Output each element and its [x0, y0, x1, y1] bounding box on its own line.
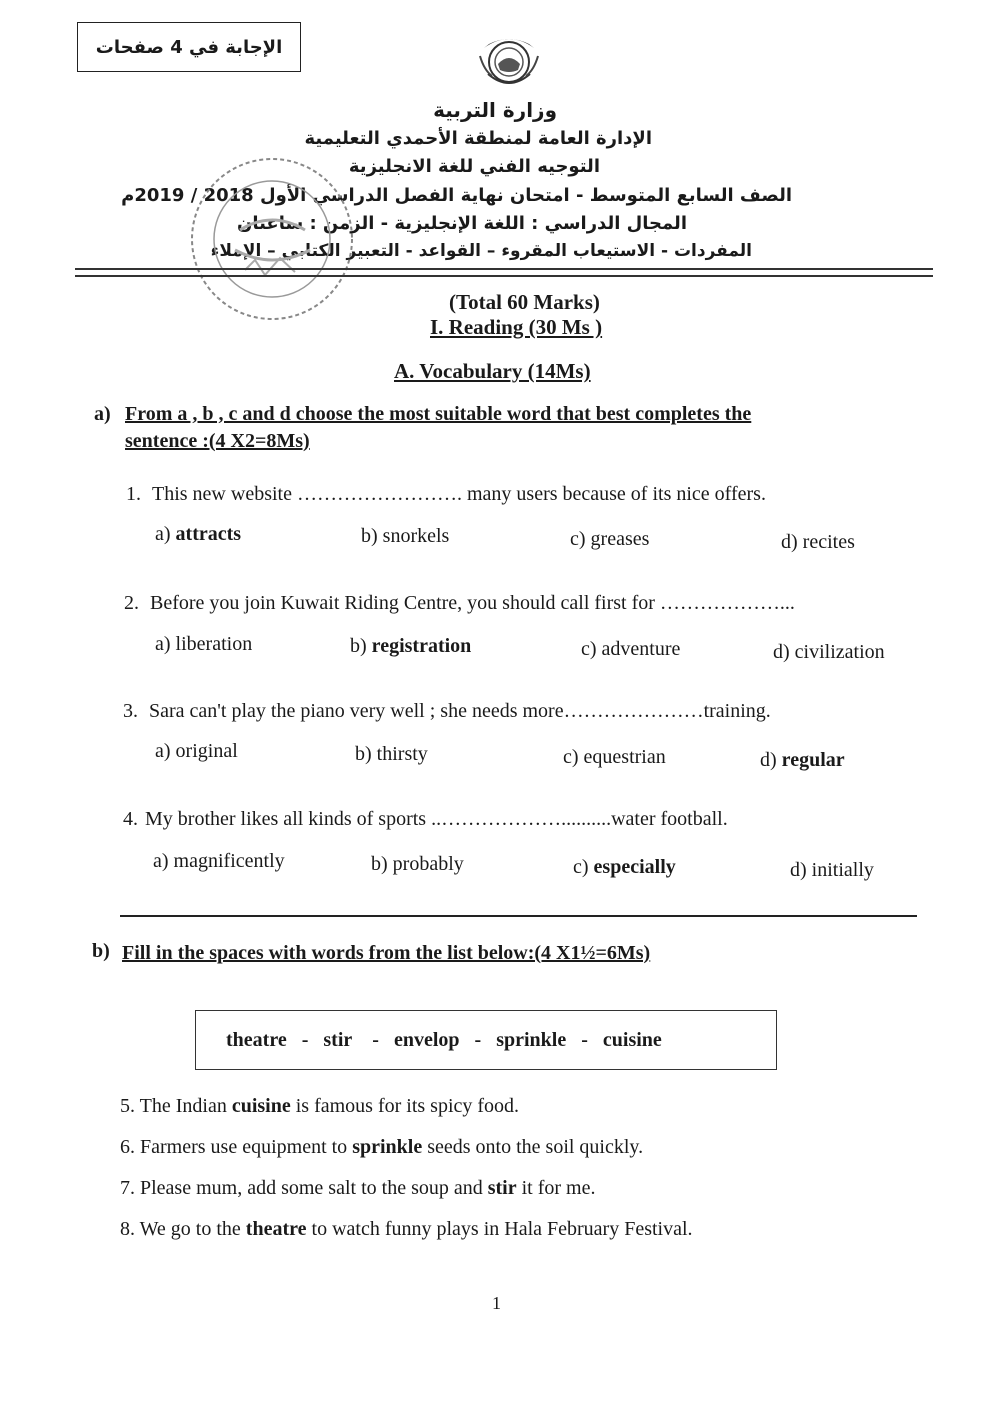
question-3 [123, 700, 771, 723]
part-b-label: b) [92, 940, 110, 962]
correct-answer: attracts [175, 523, 242, 545]
filled-answer: sprinkle [352, 1136, 423, 1158]
exam-title: الصف السابع المتوسط - امتحان نهاية الفصل الدراسي الأول 2018 / 2019م [121, 185, 792, 206]
correct-answer: regular [781, 749, 845, 771]
question-1 [126, 483, 766, 506]
q1-option-d: d) recites [781, 531, 855, 553]
school-stamp-icon [185, 150, 360, 328]
q1-option-b: b) snorkels [361, 525, 450, 547]
sentence-7: 7. Please mum, add some salt to the soup and stir it for me. [120, 1177, 596, 1199]
q2-option-a: a) liberation [155, 633, 253, 655]
part-a-instruction-cont: sentence :(4 X2=8Ms) [125, 430, 310, 452]
question-2 [124, 592, 795, 615]
question-text: My brother likes all kinds of sports ..………………..........water football. [145, 808, 728, 830]
header-double-rule [75, 268, 933, 277]
q4-option-b: b) probably [371, 853, 464, 875]
section-divider [120, 915, 917, 917]
subject-duration: المجال الدراسي : اللغة الإنجليزية - الزمن : ساعتان [236, 213, 687, 234]
q2-option-c: c) adventure [581, 638, 681, 660]
exam-sections: المفردات - الاستيعاب المقروء – القواعد - التعبير الكتابي – الإملاء [210, 241, 752, 261]
q4-option-d: d) initially [790, 859, 874, 881]
pages-note: الإجابة في 4 صفحات [95, 36, 283, 58]
q2-option-d: d) civilization [773, 641, 885, 663]
question-number: 3. [123, 700, 138, 722]
filled-answer: theatre [245, 1218, 307, 1240]
sentence-8: 8. We go to the theatre to watch funny plays in Hala February Festival. [120, 1218, 693, 1240]
q1-option-c: c) greases [570, 528, 650, 550]
filled-answer: cuisine [231, 1095, 291, 1117]
question-text: This new website ……………………. many users because of its nice offers. [152, 483, 766, 505]
sentence-5: 5. The Indian cuisine is famous for its spicy food. [120, 1095, 520, 1117]
pages-note-box [77, 22, 301, 72]
question-number: 1. [126, 483, 141, 505]
word-list-box: theatre - stir - envelop - sprinkle - cuisine [195, 1010, 777, 1070]
word-list-item: theatre [226, 1028, 287, 1051]
word-list-item: sprinkle [496, 1028, 567, 1051]
part-a-instruction: From a , b , c and d choose the most suitable word that best completes the [125, 403, 752, 425]
question-4 [123, 808, 728, 831]
kuwait-emblem-icon [474, 30, 544, 92]
q2-option-b: b) registration [350, 635, 472, 657]
correct-answer: registration [371, 635, 472, 657]
word-list-item: stir [323, 1028, 353, 1051]
question-text: Before you join Kuwait Riding Centre, you should call first for ………………... [150, 592, 795, 614]
q3-option-c: c) equestrian [563, 746, 666, 768]
part-b-instruction: Fill in the spaces with words from the list below:(4 X1½=6Ms) [122, 942, 651, 964]
correct-answer: especially [593, 856, 676, 878]
part-a-label: a) [94, 403, 111, 425]
reading-part-title: I. Reading (30 Ms ) [430, 315, 603, 339]
word-list-item: envelop [393, 1028, 460, 1051]
sentence-6: 6. Farmers use equipment to sprinkle seeds onto the soil quickly. [120, 1136, 644, 1158]
q4-option-a: a) magnificently [153, 850, 285, 872]
word-list-item: cuisine [602, 1028, 662, 1051]
q3-option-b: b) thirsty [355, 743, 428, 765]
q4-option-c: c) especially [573, 856, 676, 878]
supervision-name: التوجيه الفني للغة الانجليزية [348, 156, 600, 177]
page-number: 1 [492, 1293, 501, 1313]
total-marks: (Total 60 Marks) [449, 290, 600, 314]
ministry-name: وزارة التربية [433, 98, 557, 122]
q3-option-a: a) original [155, 740, 238, 762]
filled-answer: stir [487, 1177, 517, 1199]
question-number: 2. [124, 592, 139, 614]
vocabulary-section-title: A. Vocabulary (14Ms) [394, 359, 591, 383]
q3-option-d: d) regular [760, 749, 845, 771]
q1-option-a: a) attracts [155, 523, 242, 545]
question-text: Sara can't play the piano very well ; she needs more…………………training. [149, 700, 771, 722]
directorate-name: الإدارة العامة لمنطقة الأحمدي التعليمية [304, 128, 652, 149]
question-number: 4. [123, 808, 138, 830]
